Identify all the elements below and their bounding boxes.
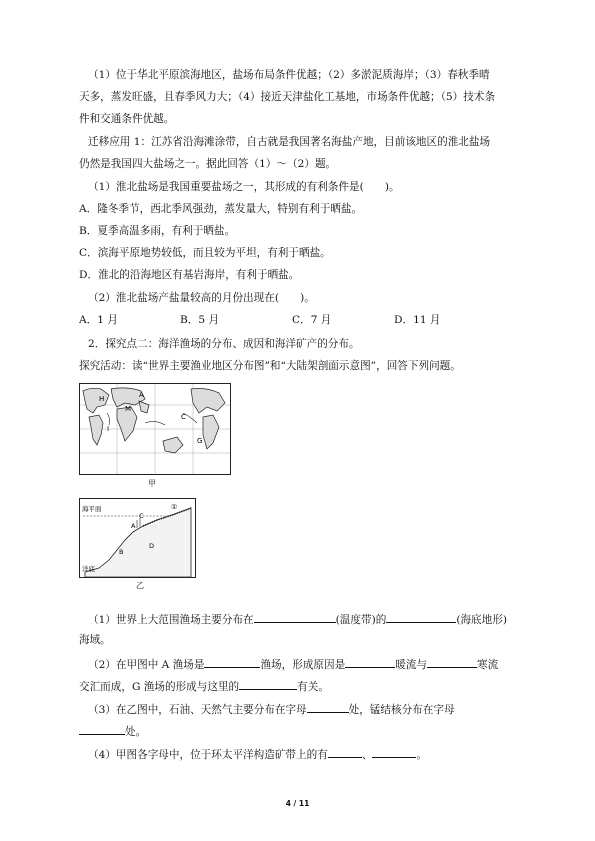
profile-label-a: A: [131, 522, 136, 530]
question-text: 、: [361, 749, 373, 761]
world-fishery-map: [79, 383, 231, 475]
continental-shelf-profile: [79, 498, 196, 578]
answer-blank[interactable]: [307, 701, 349, 713]
question-text: (海底地形): [456, 614, 507, 626]
fill-question-4: [88, 746, 528, 762]
fill-question-1: [88, 611, 528, 627]
figure-caption: 乙: [136, 581, 144, 590]
option-a: A．1 月: [79, 314, 118, 326]
paragraph-line: 迁移应用 1：江苏省沿海滩涂带，自古就是我国著名海盐产地，目前该地区的淮北盐场: [88, 136, 491, 148]
profile-label-c: C: [139, 512, 144, 520]
question-stem: （1）淮北盐场是我国重要盐场之一，其形成的有利条件是( )。: [88, 181, 400, 193]
question-text: 寒流: [477, 659, 499, 671]
fill-question-3: [88, 701, 528, 717]
sea-level-label: 海平面: [82, 505, 102, 513]
question-text: （4）甲图各字母中，位于环太平洋构造矿带上的有: [88, 749, 328, 761]
answer-blank[interactable]: [79, 723, 125, 735]
question-text: 暖流与: [395, 659, 427, 671]
fill-question-2: [88, 656, 528, 672]
question-text: (温度带)的: [335, 614, 387, 626]
map-letter: H: [99, 395, 105, 403]
question-text: 渔场，形成原因是: [260, 659, 346, 671]
map-letter: I: [107, 425, 110, 433]
answer-blank[interactable]: [328, 746, 362, 758]
map-letter: G: [197, 437, 203, 445]
answer-blank[interactable]: [372, 746, 416, 758]
option-b: B．5 月: [180, 314, 220, 326]
answer-blank[interactable]: [254, 611, 336, 623]
map-letter: C: [181, 413, 186, 421]
answer-blank[interactable]: [239, 678, 297, 690]
fill-question-2-cont: [79, 678, 519, 694]
fill-question-3-cont: [79, 723, 519, 739]
answer-blank[interactable]: [427, 656, 477, 668]
fill-question-1-cont: 海域。: [79, 634, 111, 646]
question-text: 有关。: [297, 681, 329, 693]
map-letter: M: [125, 405, 132, 413]
question-text: （1）世界上大范围渔场主要分布在: [88, 614, 254, 626]
question-text: （2）在甲图中 A 渔场是: [88, 659, 205, 671]
answer-blank[interactable]: [345, 656, 395, 668]
option-a: A．隆冬季节，西北季风强劲，蒸发量大，特别有利于晒盐。: [79, 203, 363, 215]
profile-label-d: D: [149, 542, 155, 550]
section-heading: 2．探究点二：海洋渔场的分布、成因和海洋矿产的分布。: [88, 338, 360, 350]
map-letter: A: [139, 391, 144, 399]
question-stem: （2）淮北盐场产盐量较高的月份出现在( )。: [88, 292, 315, 304]
question-text: 交汇而成，G 渔场的形成与这里的: [79, 681, 240, 693]
ocean-floor-label: 洋底: [82, 565, 95, 573]
activity-text: 探究活动：读“世界主要渔业地区分布图”和“大陆架剖面示意图”，回答下列问题。: [79, 360, 461, 372]
option-d: D．11 月: [394, 314, 441, 326]
option-c: C．7 月: [292, 314, 332, 326]
question-text: （3）在乙图中，石油、天然气主要分布在字母: [88, 704, 307, 716]
profile-label-b: B: [119, 548, 124, 556]
paragraph-line: （1）位于华北平原滨海地区，盐场布局条件优越；（2）多淤泥质海岸；（3）春秋季晴: [88, 69, 490, 81]
profile-label-circled: ①: [171, 503, 178, 511]
option-b: B．夏季高温多雨，有利于晒盐。: [79, 225, 236, 237]
paragraph-line: 天多，蒸发旺盛，且春季风力大；（4）接近天津盐化工基地，市场条件优越；（5）技术条: [79, 91, 496, 103]
figure-caption: 甲: [148, 479, 156, 488]
question-text: 处，锰结核分布在字母: [348, 704, 455, 716]
question-text: 。: [416, 749, 427, 761]
page-number: 4 / 11: [285, 799, 310, 808]
paragraph-line: 仍然是我国四大盐场之一。据此回答（1）～（2）题。: [79, 158, 337, 170]
answer-blank[interactable]: [204, 656, 260, 668]
option-d: D．淮北的沿海地区有基岩海岸，有利于晒盐。: [79, 269, 300, 281]
paragraph-line: 件和交通条件优越。: [79, 113, 175, 125]
option-c: C．滨海平原地势较低，而且较为平坦，有利于晒盐。: [79, 247, 331, 259]
question-text: 处。: [125, 726, 147, 738]
answer-blank[interactable]: [386, 611, 456, 623]
